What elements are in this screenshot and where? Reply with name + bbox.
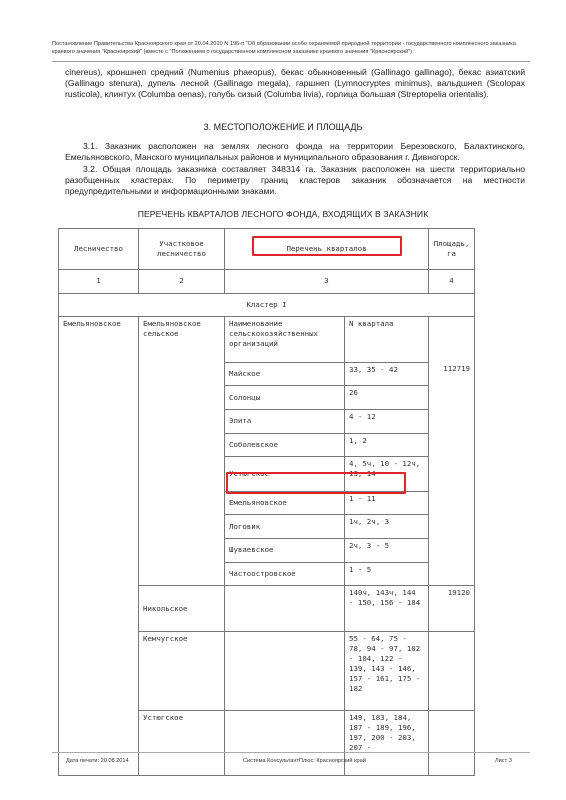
org-quarters: 26 [345, 386, 429, 410]
district-name: Никольское [139, 586, 225, 631]
org-name: Логовик [225, 515, 345, 539]
document-header: Постановление Правительства Красноярского края от 20.04.2010 N 196-п "Об образовании особо охраняемой природной территории - государственного комплексного заказника краевого значения "Красноярский" (вместе с "Положением о государственном комплексном заказнике краевого значения "Красноярский") [52, 41, 516, 55]
org-quarters: 1 - 5 [345, 562, 429, 586]
species-paragraph: cinereus), кроншнеп средний (Numenius phaeopus), бекас обыкновенный (Gallinago gallinago), бекас азиатский (Gallinago stenura), дупель лесной (Gallinago megala), гаршнеп (Lymnocryptes minimus), вальдшнеп (Scolopax rusticola), клинтух (Columba oenas), голубь сизый (Columba livia), горлица большая (Streptopelia orientalis). [65, 67, 525, 100]
org-name: Емельяновское [225, 491, 345, 515]
org-quarters: 2ч, 3 - 5 [345, 539, 429, 563]
org-quarters: 4 - 12 [345, 409, 429, 433]
org-quarters: 4, 5ч, 10 - 12ч, 13, 14 [345, 457, 429, 491]
quarters-table [58, 228, 475, 776]
table-title: ПЕРЕЧЕНЬ КВАРТАЛОВ ЛЕСНОГО ФОНДА, ВХОДЯЩИХ В ЗАКАЗНИК [137, 209, 429, 219]
org-name: Элита [225, 409, 345, 433]
col-number-4: 4 [429, 269, 475, 293]
sheet-number: Лист 3 [495, 758, 512, 764]
header-divider [52, 61, 530, 62]
col-number-3: 3 [225, 269, 429, 293]
header-area: Площадь, га [429, 229, 475, 270]
org-name: Соболевское [225, 433, 345, 457]
paragraph-3-2: 3.2. Общая площадь заказника составляет 348314 га. Заказник расположен на шести территориально разобщенных кластерах. По периметру границ кластеров заказник обозначается на местности предупредительными и информационными знаками. [65, 164, 525, 197]
org-name: Шуваевское [225, 539, 345, 563]
header-quarters-list: Перечень кварталов [225, 229, 429, 270]
sub-header-name: Наименование сельскохозяйственных организаций [225, 317, 345, 362]
area-value: 19120 [429, 586, 475, 631]
org-quarters: 1, 2 [345, 433, 429, 457]
org-name: Устюгское [225, 457, 345, 491]
col-number-1: 1 [59, 269, 139, 293]
footer-divider [52, 752, 530, 753]
district-name: Кемчугское [139, 631, 225, 711]
district-quarters: 149, 183, 184, 187 - 189, 196, 197, 200 - 203, 207 - [345, 711, 429, 776]
print-date: Дата печати: 20.08.2014 [66, 758, 129, 764]
paragraph-3-1: 3.1. Заказник расположен на землях лесного фонда на территории Березовского, Балахтинского, Емельяновского, Манского муниципальных районов и муниципального образования г. Дивногорск. [65, 141, 525, 163]
org-name: Майское [225, 362, 345, 386]
org-quarters: 33, 35 - 42 [345, 362, 429, 386]
org-quarters: 1ч, 2ч, 3 [345, 515, 429, 539]
district-quarters: 55 - 64, 75 - 78, 94 - 97, 102 - 104, 122 - 139, 143 - 146, 157 - 161, 175 - 182 [345, 631, 429, 711]
district-quarters: 140ч, 143ч, 144 - 150, 156 - 184 [345, 586, 429, 631]
section-title: 3. МЕСТОПОЛОЖЕНИЕ И ПЛОЩАДЬ [203, 122, 363, 132]
org-quarters: 1 - 11 [345, 491, 429, 515]
area-value: 112719 [429, 362, 475, 386]
forestry-name: Емельяновское [59, 317, 139, 776]
header-forestry: Лесничество [59, 229, 139, 270]
org-name: Частоостровское [225, 562, 345, 586]
district-name: Устюгское [139, 711, 225, 776]
col-number-2: 2 [139, 269, 225, 293]
cluster-title: Кластер I [59, 293, 475, 317]
header-district: Участковое лесничество [139, 229, 225, 270]
system-name: Система КонсультантПлюс: Красноярский край [243, 758, 366, 764]
district-name: Емельяновское сельское [139, 317, 225, 362]
sub-header-quarter: N квартала [345, 317, 429, 362]
org-name: Солонцы [225, 386, 345, 410]
